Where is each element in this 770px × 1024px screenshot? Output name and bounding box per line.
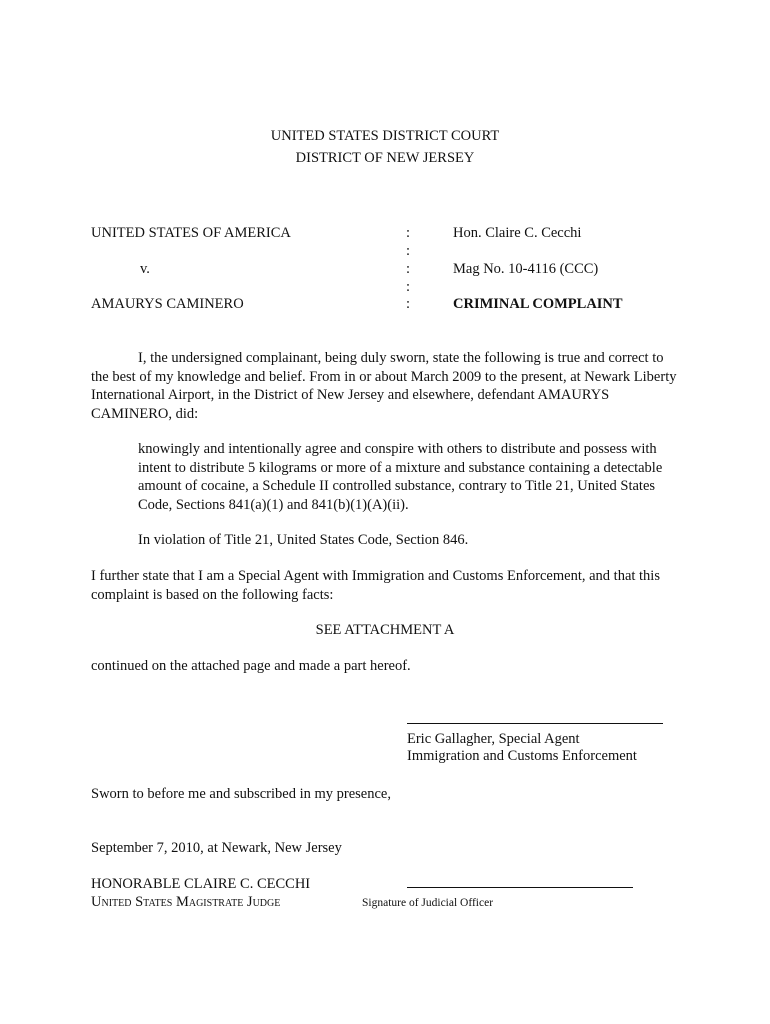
continued-statement: continued on the attached page and made a part hereof. (91, 658, 411, 674)
attachment-reference: SEE ATTACHMENT A (315, 622, 455, 638)
caption-colon: : (406, 225, 411, 241)
agent-name-title: Eric Gallagher, Special Agent (407, 731, 580, 747)
agent-agency: Immigration and Customs Enforcement (407, 748, 637, 764)
intro-paragraph: I, the undersigned complainant, being duly sworn, state the following is true and correct to the best of my knowledge and belief. From in or about March 2009 to the present, at Newark Liberty International Airport, in the District of New Jersey and elsewhere, defendant AMAURYS CAMINERO, did: (91, 350, 677, 422)
caption-colon: : (406, 279, 411, 295)
plaintiff-name: UNITED STATES OF AMERICA (91, 225, 291, 241)
judge-full-name: HONORABLE CLAIRE C. CECCHI (91, 876, 311, 892)
further-statement: I further state that I am a Special Agent with Immigration and Customs Enforcement, and that this complaint is based on the following facts: (91, 568, 660, 603)
judicial-signature-line (407, 887, 633, 888)
charge-paragraph: knowingly and intentionally agree and conspire with others to distribute and possess with intent to distribute 5 kilograms or more of a mixture and substance containing a detectable amount of cocaine, a Schedule II controlled substance, contrary to Title 21, United States Code, Sections 841(a)(1) and 841(b)(1)(A)(ii). (138, 441, 663, 513)
caption-colon: : (406, 296, 411, 312)
caption-colon: : (406, 261, 411, 277)
versus-label: v. (140, 261, 150, 277)
defendant-name: AMAURYS CAMINERO (91, 296, 244, 312)
magistrate-number: Mag No. 10-4116 (CCC) (453, 261, 599, 277)
judge-title: United States Magistrate Judge (91, 894, 281, 910)
agent-signature-line (407, 723, 663, 724)
signature-label: Signature of Judicial Officer (362, 897, 494, 909)
violation-statement: In violation of Title 21, United States Code, Section 846. (138, 532, 469, 548)
sworn-statement: Sworn to before me and subscribed in my presence, (91, 786, 391, 802)
court-name: UNITED STATES DISTRICT COURT (270, 128, 500, 144)
district-name: DISTRICT OF NEW JERSEY (295, 150, 475, 166)
judge-name: Hon. Claire C. Cecchi (453, 225, 582, 241)
document-type: CRIMINAL COMPLAINT (453, 296, 623, 312)
date-place: September 7, 2010, at Newark, New Jersey (91, 840, 342, 856)
caption-colon: : (406, 243, 411, 259)
